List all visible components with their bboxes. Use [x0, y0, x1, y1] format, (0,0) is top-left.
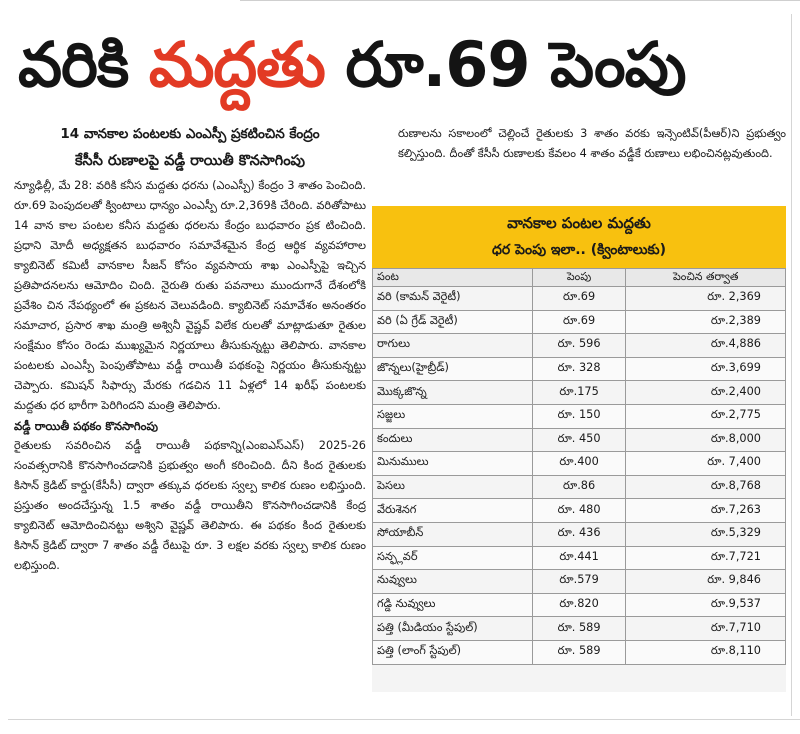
table-title-line2: ధర పెంపు ఇలా.. (క్వింటాలుకు) — [491, 242, 667, 258]
table-row — [373, 310, 786, 334]
increase-cell: రూ.86 — [532, 475, 626, 499]
paragraph-3: రుణాలను సకాలంలో చెల్లించే రైతులకు 3 శాతం వరకు ఇన్సెంటివ్(పీఆర్)ని ప్రభుత్వం కల్పిస్తుంది. దీంతో కేసీసీ రుణాలకు కేవలం 4 శాతం వడ్డీకే రుణాలు లభించినట్లవుతుంది. — [398, 127, 786, 160]
table-row — [373, 546, 786, 570]
msp-cell: రూ.8,768 — [626, 475, 786, 499]
crop-cell: జొన్నలు(హైబ్రీడ్) — [373, 357, 533, 381]
crop-cell: సజ్జలు — [373, 404, 533, 428]
table-row — [373, 640, 786, 664]
table-row — [373, 287, 786, 311]
increase-cell: రూ.69 — [532, 310, 626, 334]
table-row — [373, 452, 786, 476]
paragraph-1: న్యూఢిల్లీ, మే 28: వరికి కనీస మద్దతు ధరను (ఎంఎస్పీ) కేంద్రం 3 శాతం పెంచింది. రూ.69 పెంపుదలతో క్వింటాలు ధాన్యం ఎంఎస్పీ రూ.2,369కి చేరింది. వరితోపాటు 14 వాన కాల పంటల కనీస మద్దతు ధరలను కేంద్రం బుధవారం ప్రక టించింది. ప్రధాని మోదీ అధ్యక్షతన బుధవారం సమావేశమైన కేంద్ర ఆర్థిక వ్యవహారాల క్యాబినెట్ కమిటీ వానకాల సీజన్ కోసం వ్యవసాయ శాఖ ఎంఎస్పీపై ఇచ్చిన ప్రతిపాదనలను ఆమోదిం చింది. నైరుతి రుతు పవనాలు ముందుగానే దేశంలోకి ప్రవేశిం చిన నేపథ్యంలో ఈ ప్రకటన వెలువడింది. క్యాబినెట్ సమావేశం అనంతరం సమాచార, ప్రసార శాఖ మంత్రి అశ్వినీ వైష్ణవ్ విలేక రులతో మాట్లాడుతూ రైతుల సంక్షేమం కోసం రెండు ముఖ్యమైన నిర్ణయాలు తీసుకున్నట్టు తెలిపారు. వానకాల పంటలకు ఎంఎస్పీ పెంపుతోపాటు వడ్డీ రాయితీ పథకంపై నిర్ణయం తీసుకున్నట్టు చెప్పారు. కమిషన్ సిఫార్సు మేరకు గడచిన 11 ఏళ్లలో 14 ఖరీఫ్ పంటలకు మద్దతు ధర భారీగా పెరిగిందని మంత్రి తెలిపారు. — [14, 179, 366, 412]
msp-cell: రూ. 7,400 — [626, 452, 786, 476]
top-rule — [240, 0, 800, 6]
msp-cell: రూ.2,389 — [626, 310, 786, 334]
msp-cell: రూ.4,886 — [626, 334, 786, 358]
subheading-1: 14 వానకాల పంటలకు ఎంఎస్పీ ప్రకటించిన కేంద్రం — [60, 126, 320, 142]
headline — [18, 20, 788, 110]
table-row — [373, 357, 786, 381]
table-row — [373, 334, 786, 358]
msp-cell: రూ.2,400 — [626, 381, 786, 405]
subheading-2: కేసీసీ రుణాలపై వడ్డీ రాయితీ కొనసాగింపు — [74, 153, 306, 169]
table-row — [373, 428, 786, 452]
msp-cell: రూ.7,721 — [626, 546, 786, 570]
msp-cell: రూ.2,775 — [626, 404, 786, 428]
increase-cell: రూ.175 — [532, 381, 626, 405]
msp-table — [372, 268, 786, 665]
crop-cell: సన్ఫ్లవర్ — [373, 546, 533, 570]
crop-cell: గడ్డి నువ్వులు — [373, 593, 533, 617]
increase-cell: రూ. 436 — [532, 522, 626, 546]
crop-cell: పత్తి (లాంగ్ స్టేపుల్) — [373, 640, 533, 664]
increase-cell: రూ.579 — [532, 570, 626, 594]
msp-cell: రూ.7,263 — [626, 499, 786, 523]
header-crop: పంట — [373, 269, 533, 287]
table-row — [373, 617, 786, 641]
section-title: వడ్డీ రాయితీ పథకం కొనసాగింపు — [14, 419, 158, 433]
right-border — [791, 14, 792, 716]
increase-cell: రూ. 328 — [532, 357, 626, 381]
crop-cell: సోయాబీన్ — [373, 522, 533, 546]
msp-cell: రూ. 9,846 — [626, 570, 786, 594]
crop-cell: వరి (కామన్ వెరైటీ) — [373, 287, 533, 311]
header-increase: పెంపు — [532, 269, 626, 287]
crop-cell: మొక్కజొన్న — [373, 381, 533, 405]
increase-cell: రూ.441 — [532, 546, 626, 570]
msp-cell: రూ.9,537 — [626, 593, 786, 617]
table-row — [373, 570, 786, 594]
msp-table-box — [372, 206, 786, 692]
increase-cell: రూ. 480 — [532, 499, 626, 523]
msp-cell: రూ.8,110 — [626, 640, 786, 664]
increase-cell: రూ.400 — [532, 452, 626, 476]
headline-part3: రూ.69 పెంపు — [324, 28, 686, 101]
article-body — [14, 176, 366, 576]
paragraph-2: రైతులకు సవరించిన వడ్డీ రాయితీ పథకాన్ని(ఎంఐఎస్ఎస్) 2025-26 సంవత్సరానికి కొనసాగించడానికి ప్రభుత్వం అంగీ కరించింది. దీని కింద రైతులకు కిసాన్ క్రెడిట్ కార్డు(కేసీసీ) ద్వారా తక్కువ ధరలకు స్వల్ప కాలిక రుణం లభిస్తుంది. ప్రస్తుతం అందచేస్తున్న 1.5 శాతం వడ్డీ రాయితీని కొనసాగించడానికి కేంద్ర క్యాబినెట్ ఆమోదించినట్టు అశ్విని వైష్ణవ్ తెలిపారు. ఈ పథకం కింద రైతులకు కిసాన్ క్రెడిట్ ద్వారా 7 శాతం వడ్డీ రేటుపై రూ. 3 లక్షల వరకు స్వల్ప కాలిక రుణం లభిస్తుంది. — [14, 439, 366, 572]
msp-cell: రూ. 2,369 — [626, 287, 786, 311]
table-row — [373, 593, 786, 617]
increase-cell: రూ. 596 — [532, 334, 626, 358]
msp-cell: రూ.8,000 — [626, 428, 786, 452]
increase-cell: రూ. 589 — [532, 617, 626, 641]
article-left-column — [14, 124, 366, 576]
headline-part1: వరికి — [18, 28, 149, 101]
table-row — [373, 499, 786, 523]
header-after: పెంచిన తర్వాత — [626, 269, 786, 287]
crop-cell: మినుములు — [373, 452, 533, 476]
increase-cell: రూ. 589 — [532, 640, 626, 664]
increase-cell: రూ. 150 — [532, 404, 626, 428]
crop-cell: పత్తి (మీడియం స్టేపుల్) — [373, 617, 533, 641]
table-title — [372, 206, 786, 268]
table-row — [373, 404, 786, 428]
increase-cell: రూ.69 — [532, 287, 626, 311]
increase-cell: రూ.820 — [532, 593, 626, 617]
table-title-line1: వానకాల పంటల మద్దతు — [507, 214, 651, 232]
msp-cell: రూ.5,329 — [626, 522, 786, 546]
crop-cell: వేరుశెనగ — [373, 499, 533, 523]
table-header-row — [373, 269, 786, 287]
headline-part2: మద్దతు — [148, 28, 325, 101]
crop-cell: రాగులు — [373, 334, 533, 358]
table-row — [373, 475, 786, 499]
bottom-rule — [8, 719, 800, 720]
crop-cell: నువ్వులు — [373, 570, 533, 594]
table-row — [373, 381, 786, 405]
msp-cell: రూ.7,710 — [626, 617, 786, 641]
increase-cell: రూ. 450 — [532, 428, 626, 452]
msp-cell: రూ.3,699 — [626, 357, 786, 381]
crop-cell: కందులు — [373, 428, 533, 452]
table-row — [373, 522, 786, 546]
crop-cell: వరి (ఏ గ్రేడ్ వెరైటీ) — [373, 310, 533, 334]
crop-cell: పెసలు — [373, 475, 533, 499]
